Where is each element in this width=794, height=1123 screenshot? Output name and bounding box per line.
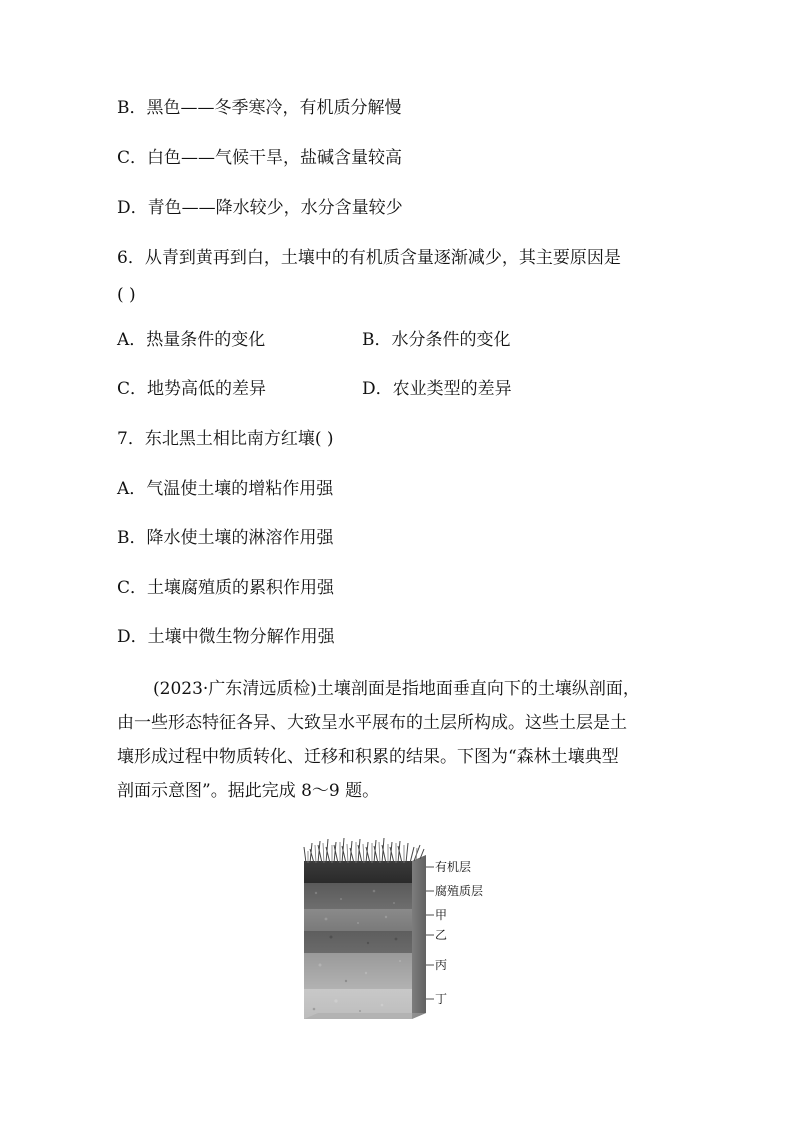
option-q7-c: C．土壤腐殖质的累积作用强 (117, 578, 335, 598)
question-7-stem: 7．东北黑土相比南方红壤( ) (117, 429, 334, 449)
label-layer-yi: 乙 (435, 928, 448, 942)
soil-profile-illustration (296, 833, 516, 1028)
option-q5-b: B．黑色——冬季寒冷，有机质分解慢 (117, 98, 402, 118)
passage-line: 剖面示意图”。据此完成 8～9 题。 (117, 781, 380, 801)
soil-profile-figure (296, 833, 516, 1028)
option-q6-a: A．热量条件的变化 (117, 330, 266, 350)
option-q7-a: A．气温使土壤的增粘作用强 (117, 479, 334, 499)
option-q6-d: D．农业类型的差异 (362, 379, 512, 399)
question-6-stem: 6．从青到黄再到白，土壤中的有机质含量逐渐减少，其主要原因是 (117, 248, 621, 268)
leader-lines (426, 867, 434, 999)
question-6-answer-blank: ( ) (117, 285, 136, 305)
option-q6-c: C．地势高低的差异 (117, 379, 267, 399)
label-organic-layer: 有机层 (435, 860, 472, 874)
passage-line: 由一些形态特征各异、大致呈水平展布的土层所构成。这些土层是土 (117, 713, 627, 733)
option-q5-d: D．青色——降水较少，水分含量较少 (117, 198, 403, 218)
label-layer-bing: 丙 (435, 958, 448, 972)
option-q6-b: B．水分条件的变化 (362, 330, 511, 350)
passage-line: (2023·广东清远质检)土壤剖面是指地面垂直向下的土壤纵剖面， (153, 679, 640, 699)
option-q5-c: C．白色——气候干旱，盐碱含量较高 (117, 148, 403, 168)
label-layer-jia: 甲 (435, 908, 448, 922)
passage-line: 壤形成过程中物质转化、迁移和积累的结果。下图为“森林土壤典型 (117, 747, 619, 767)
label-humus-layer: 腐殖质层 (435, 884, 484, 898)
option-q7-d: D．土壤中微生物分解作用强 (117, 627, 335, 647)
soil-block (304, 855, 426, 1019)
passage (117, 672, 692, 808)
option-q7-b: B．降水使土壤的淋溶作用强 (117, 528, 334, 548)
label-layer-ding: 丁 (435, 992, 448, 1006)
